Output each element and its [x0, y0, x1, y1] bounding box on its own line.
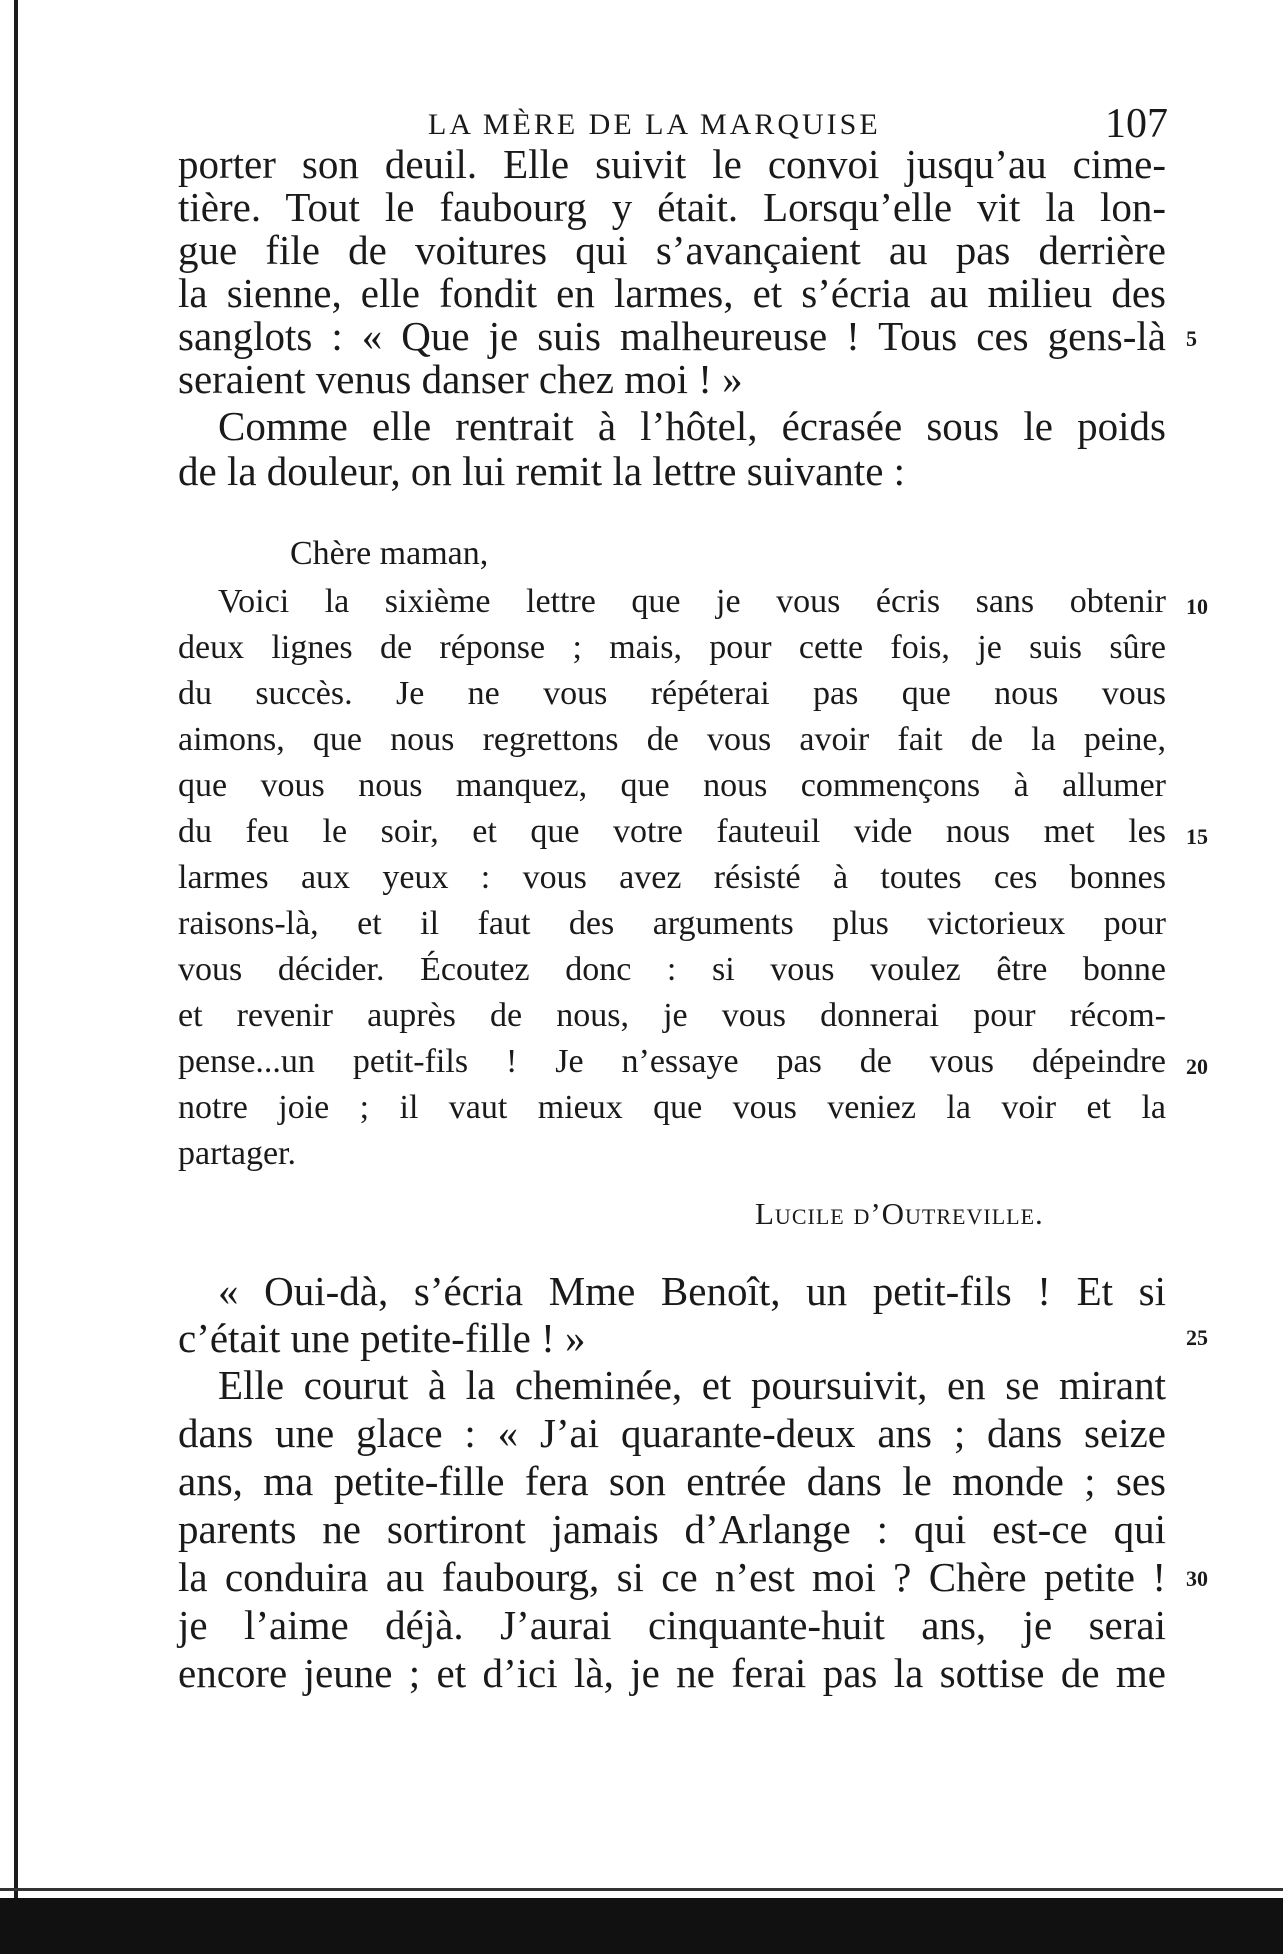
- letter-line: et revenir auprès de nous, je vous donnerai pour récom-: [178, 997, 1166, 1034]
- letter-line: Voici la sixième lettre que je vous écris sans obtenir: [218, 583, 1166, 620]
- text-line: parents ne sortiront jamais d’Arlange : qui est-ce qui: [178, 1506, 1166, 1552]
- page-number: 107: [1105, 101, 1168, 147]
- letter-salutation: Chère maman,: [290, 535, 489, 572]
- text-line: la sienne, elle fondit en larmes, et s’écria au milieu des: [178, 270, 1166, 316]
- page-bottom-edge: [0, 1898, 1283, 1954]
- running-title: LA MÈRE DE LA MARQUISE: [428, 108, 881, 141]
- text-line: tière. Tout le faubourg y était. Lorsqu’elle vit la lon-: [178, 184, 1166, 230]
- line-number: 15: [1186, 824, 1208, 849]
- text-line: Elle courut à la cheminée, et poursuivit, en se mirant: [218, 1362, 1166, 1408]
- text-line: encore jeune ; et d’ici là, je ne ferai pas la sottise de me: [178, 1650, 1166, 1696]
- text-line: dans une glace : « J’ai quarante-deux ans ; dans seize: [178, 1410, 1166, 1456]
- letter-line: partager.: [178, 1135, 296, 1172]
- letter-signature: Lucile d’Outreville.: [755, 1196, 1044, 1231]
- line-number: 20: [1186, 1054, 1208, 1079]
- text-line: ans, ma petite-fille fera son entrée dans le monde ; ses: [178, 1458, 1166, 1504]
- text-line: de la douleur, on lui remit la lettre suivante :: [178, 448, 906, 494]
- text-line: seraient venus danser chez moi ! »: [178, 356, 743, 402]
- letter-line: pense...un petit-fils ! Je n’essaye pas de vous dépeindre: [178, 1043, 1166, 1080]
- page-bottom-edge-thin: [0, 1888, 1283, 1891]
- letter-line: notre joie ; il vaut mieux que vous veniez la voir et la: [178, 1089, 1166, 1126]
- text-line: « Oui-dà, s’écria Mme Benoît, un petit-fils ! Et si: [218, 1268, 1166, 1314]
- letter-line: deux lignes de réponse ; mais, pour cette fois, je suis sûre: [178, 629, 1166, 666]
- text-line: sanglots : « Que je suis malheureuse ! Tous ces gens-là: [178, 313, 1166, 359]
- text-line: porter son deuil. Elle suivit le convoi jusqu’au cime-: [178, 141, 1166, 187]
- line-number: 10: [1186, 594, 1208, 619]
- text-line: Comme elle rentrait à l’hôtel, écrasée sous le poids: [218, 403, 1166, 449]
- letter-line: aimons, que nous regrettons de vous avoir fait de la peine,: [178, 721, 1166, 758]
- line-number: 25: [1186, 1325, 1208, 1350]
- text-line: la conduira au faubourg, si ce n’est moi ? Chère petite !: [178, 1554, 1166, 1600]
- letter-line: vous décider. Écoutez donc : si vous voulez être bonne: [178, 951, 1166, 988]
- letter-line: larmes aux yeux : vous avez résisté à toutes ces bonnes: [178, 859, 1166, 896]
- letter-line: du succès. Je ne vous répéterai pas que nous vous: [178, 675, 1166, 712]
- line-number: 30: [1186, 1566, 1208, 1591]
- letter-line: que vous nous manquez, que nous commençons à allumer: [178, 767, 1166, 804]
- text-line: je l’aime déjà. J’aurai cinquante-huit ans, je serai: [178, 1602, 1166, 1648]
- line-number: 5: [1186, 326, 1197, 351]
- letter-line: raisons-là, et il faut des arguments plus victorieux pour: [178, 905, 1166, 942]
- letter-line: du feu le soir, et que votre fauteuil vide nous met les: [178, 813, 1166, 850]
- page-left-edge: [14, 0, 18, 1954]
- text-line: gue file de voitures qui s’avançaient au pas derrière: [178, 227, 1166, 273]
- text-line: c’était une petite-fille ! »: [178, 1315, 586, 1361]
